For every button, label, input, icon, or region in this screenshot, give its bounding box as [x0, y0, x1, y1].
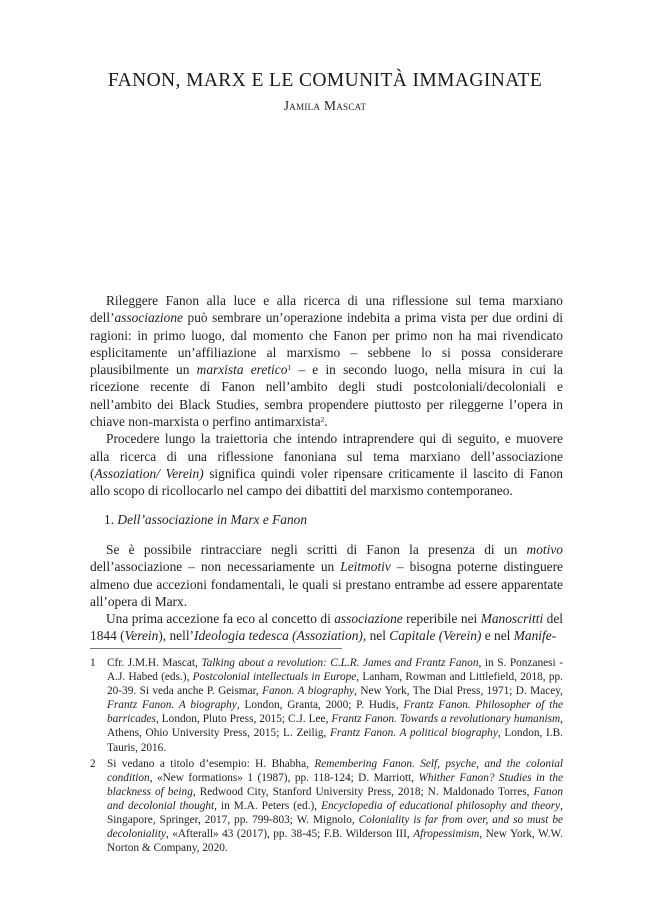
footnote: 2 Si vedano a titolo d’esempio: H. Bhabha, Remembering Fanon. Self, psyche, and the colonial condition, «New formations» 1 (1987), pp. 118-124; D. Marriott, Whither Fanon? Studies in the blackness of being, Redwood City, Stanford University Press, 2018; N. Maldonado Torres, Fanon and decolonial thought, in M.A. Peters (ed.), Encyclopedia of educational philosophy and theory, Singapore, Springer, 2017, pp. 799-803; W. Mignolo, Coloniality is far from over, and so must be decoloniality, «Afterall» 43 (2017), pp. 38-45; F.B. Wilderson III, Afropessimism, New York, W.W. Norton & Company, 2020.	[90, 757, 563, 855]
footnote-ref[interactable]: 1	[287, 363, 292, 373]
section-number: 1.	[104, 512, 115, 527]
section-title: Dell’associazione in Marx e Fanon	[117, 512, 308, 527]
footnote-divider	[90, 648, 342, 649]
paragraph: Se è possibile rintracciare negli scritti di Fanon la presenza di un motivo dell’associazione – non necessariamente un Leitmotiv – bisogna poterne distinguere almeno due accezioni fondamentali, le quali si prestano entrambe ad essere apparentate all’opera di Marx.	[90, 542, 563, 609]
article-title: FANON, MARX E LE COMUNITÀ IMMAGINATE	[107, 70, 543, 91]
footnote: 1 Cfr. J.M.H. Mascat, Talking about a revolution: C.L.R. James and Frantz Fanon, in S. Ponzanesi - A.J. Habed (eds.), Postcolonial intellectuals in Europe, Lanham, Rowman and Littlefield, 2018, pp. 20-39. Si veda anche P. Geismar, Fanon. A biography, New York, The Dial Press, 1971; D. Macey, Frantz Fanon. A biography, London, Granta, 2000; P. Hudis, Frantz Fanon. Philosopher of the barricades, London, Pluto Press, 2015; C.J. Lee, Frantz Fanon. Towards a revolutionary humanism, Athens, Ohio University Press, 2015; L. Zeilig, Frantz Fanon. A political biography, London, I.B. Tauris, 2016.	[90, 657, 563, 754]
paragraph: Rileggere Fanon alla luce e alla ricerca di una riflessione sul tema marxiano dell’associazione può sembrare un’operazione indebita a prima vista per due ordini di ragioni: in primo luogo, dal momento che Fanon per primo non ha mai rivendicato esplicitamente un’affiliazione al marxismo – sebbene lo si possa considerare plausibilmente un marxista eretico$^1$ – e in secondo luogo, nella misura in cui la ricezione recente di Fanon nell’ambito degli studi postcoloniali/decoloniali e nell’ambito dei Black Studies, sembra propendere piuttosto per rileggerne l’opera in chiave non-marxista o perfino antimarxista$^2$.	[90, 293, 563, 430]
intro-text	[90, 292, 563, 500]
paragraph: Procedere lungo la traiettoria che intendo intraprendere qui di seguito, e muovere alla ricerca di una riflessione fanoniana sul tema marxiano dell’associazione (Assoziation/ Verein) significa quindi voler ripensare criticamente il lascito di Fanon allo scopo di ricollocarlo nel campo dei dibattiti del marxismo contemporaneo.	[90, 431, 563, 499]
footnote-number: 1	[90, 657, 96, 669]
footnotes	[90, 656, 563, 857]
section-text	[90, 541, 563, 645]
author-name: Jamila Mascat	[283, 98, 367, 113]
section-heading	[104, 512, 307, 528]
paragraph: Una prima accezione fa eco al concetto di associazione reperibile nei Manoscritti del 1844 (Verein), nell’Ideologia tedesca (Assoziation), nel Capitale (Verein) e nel Manife-	[90, 611, 563, 644]
footnote-ref[interactable]: 2	[320, 415, 325, 425]
footnote-number: 2	[90, 757, 96, 770]
